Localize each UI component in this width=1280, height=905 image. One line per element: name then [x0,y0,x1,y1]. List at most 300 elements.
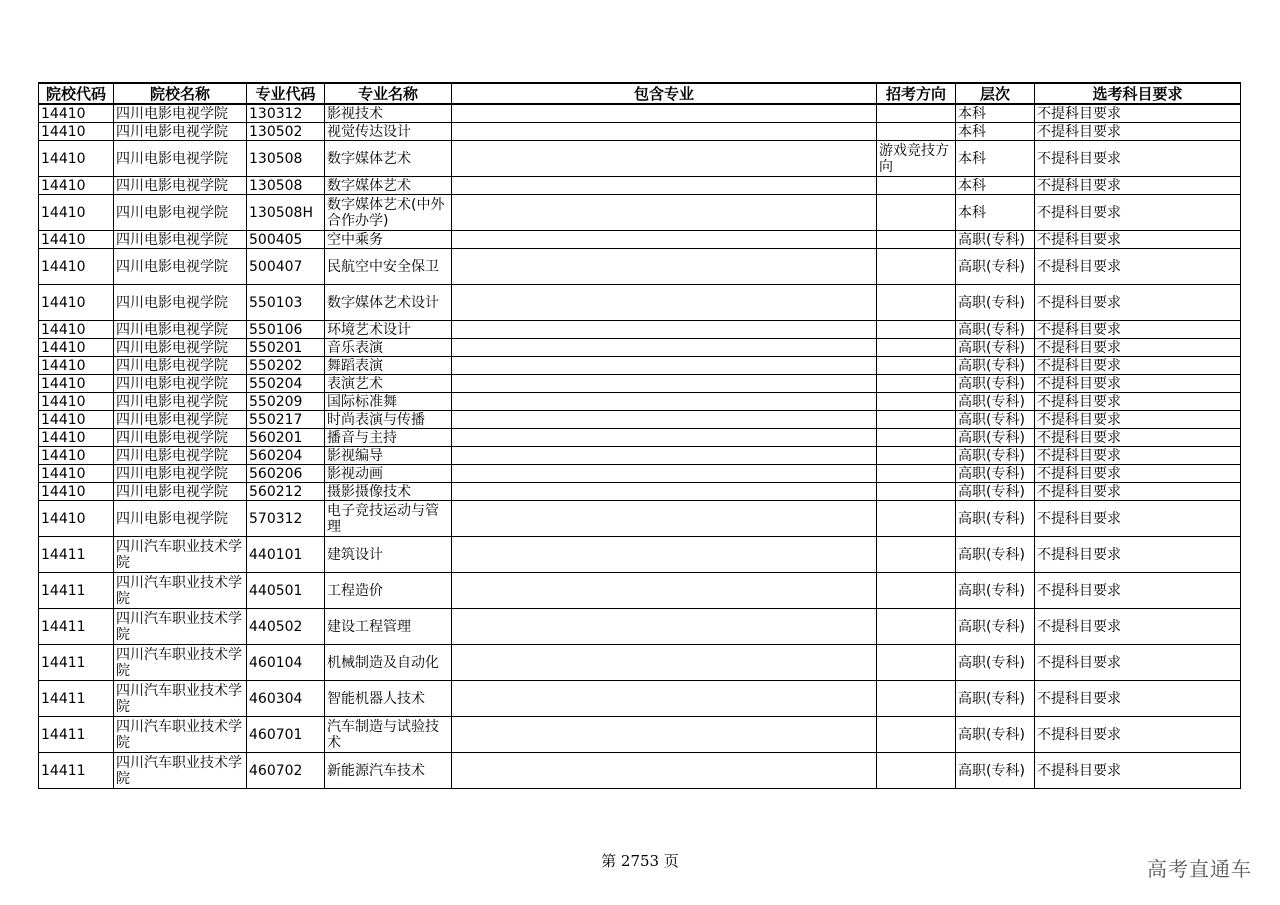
cell-text: 14410 [41,429,86,446]
cell-text: 550209 [249,393,303,410]
cell-subject-requirement [1035,141,1241,177]
cell-major-name [325,285,452,321]
table-row [39,339,1241,357]
cell-text: 数字媒体艺术设计 [327,294,439,311]
cell-level [956,393,1035,411]
cell-school-name [114,195,247,231]
cell-direction [877,321,956,339]
cell-school-code [39,249,114,285]
cell-subject-requirement [1035,753,1241,789]
cell-text: 四川汽车职业技术学院 [116,538,242,571]
cell-text: 四川电影电视学院 [116,231,228,248]
cell-included-majors [452,429,877,447]
header-level: 层次 [956,83,1035,104]
cell-text: 建设工程管理 [327,618,411,635]
header-school-name: 院校名称 [114,83,247,104]
cell-school-name [114,177,247,195]
cell-text: 14411 [41,690,86,707]
table-row [39,681,1241,717]
cell-text: 不提科目要求 [1037,483,1121,500]
cell-text: 机械制造及自动化 [327,654,439,671]
cell-included-majors [452,141,877,177]
cell-text: 本科 [958,204,986,221]
cell-major-name [325,537,452,573]
cell-school-code [39,375,114,393]
cell-major-name [325,717,452,753]
cell-text: 550217 [249,411,303,428]
cell-text: 560201 [249,429,303,446]
cell-text: 460701 [249,726,303,743]
cell-text: 高职(专科) [958,429,1025,446]
cell-text: 不提科目要求 [1037,321,1121,338]
cell-major-name [325,573,452,609]
cell-text: 460702 [249,762,303,779]
cell-school-name [114,285,247,321]
cell-direction [877,339,956,357]
table-header-row [39,83,1241,104]
cell-level [956,681,1035,717]
cell-school-code [39,177,114,195]
table-row [39,141,1241,177]
table-row [39,483,1241,501]
cell-subject-requirement [1035,681,1241,717]
cell-school-name [114,429,247,447]
cell-text: 时尚表演与传播 [327,411,425,428]
cell-text: 汽车制造与试验技术 [327,718,439,751]
cell-text: 不提科目要求 [1037,582,1121,599]
cell-text: 不提科目要求 [1037,447,1121,464]
cell-text: 不提科目要求 [1037,150,1121,167]
table-row [39,429,1241,447]
cell-direction [877,393,956,411]
cell-level [956,231,1035,249]
cell-text: 四川电影电视学院 [116,204,228,221]
cell-text: 不提科目要求 [1037,510,1121,527]
cell-text: 130502 [249,123,303,140]
cell-school-code [39,285,114,321]
cell-major-name [325,321,452,339]
cell-subject-requirement [1035,537,1241,573]
cell-text: 四川电影电视学院 [116,321,228,338]
cell-text: 14410 [41,411,86,428]
cell-school-code [39,537,114,573]
cell-text: 130508H [249,204,313,221]
table-row [39,447,1241,465]
cell-school-code [39,447,114,465]
cell-text: 不提科目要求 [1037,294,1121,311]
cell-text: 四川汽车职业技术学院 [116,646,242,679]
cell-included-majors [452,447,877,465]
cell-text: 高职(专科) [958,483,1025,500]
cell-text: 智能机器人技术 [327,690,425,707]
cell-text: 高职(专科) [958,654,1025,671]
cell-text: 四川电影电视学院 [116,393,228,410]
cell-text: 130508 [249,150,303,167]
cell-school-code [39,123,114,141]
table-row [39,123,1241,141]
cell-text: 500407 [249,258,303,275]
cell-major-name [325,681,452,717]
cell-subject-requirement [1035,411,1241,429]
cell-level [956,177,1035,195]
header-included-majors: 包含专业 [452,83,877,104]
cell-major-code [247,447,325,465]
cell-direction [877,609,956,645]
table-row [39,393,1241,411]
cell-text: 14411 [41,582,86,599]
cell-text: 民航空中安全保卫 [327,258,439,275]
cell-major-name [325,483,452,501]
cell-major-name [325,393,452,411]
cell-school-code [39,411,114,429]
cell-subject-requirement [1035,501,1241,537]
cell-major-name [325,249,452,285]
cell-major-code [247,123,325,141]
cell-text: 四川电影电视学院 [116,510,228,527]
cell-text: 550202 [249,357,303,374]
cell-text: 570312 [249,510,303,527]
cell-major-code [247,249,325,285]
cell-text: 四川电影电视学院 [116,465,228,482]
cell-subject-requirement [1035,123,1241,141]
cell-direction [877,411,956,429]
cell-text: 不提科目要求 [1037,465,1121,482]
cell-level [956,104,1035,123]
table-row [39,177,1241,195]
cell-level [956,195,1035,231]
cell-subject-requirement [1035,104,1241,123]
cell-direction [877,681,956,717]
cell-text: 四川电影电视学院 [116,258,228,275]
table-row [39,375,1241,393]
cell-school-code [39,195,114,231]
cell-text: 高职(专科) [958,618,1025,635]
cell-text: 影视编导 [327,447,383,464]
cell-text: 不提科目要求 [1037,231,1121,248]
cell-text: 空中乘务 [327,231,383,248]
cell-school-code [39,573,114,609]
cell-included-majors [452,753,877,789]
cell-text: 数字媒体艺术 [327,150,411,167]
cell-text: 数字媒体艺术 [327,177,411,194]
cell-text: 摄影摄像技术 [327,483,411,500]
cell-text: 440502 [249,618,303,635]
cell-text: 高职(专科) [958,546,1025,563]
cell-major-name [325,375,452,393]
cell-text: 14410 [41,204,86,221]
cell-text: 不提科目要求 [1037,429,1121,446]
cell-major-name [325,429,452,447]
cell-school-name [114,339,247,357]
cell-major-code [247,429,325,447]
cell-school-name [114,609,247,645]
cell-major-code [247,339,325,357]
header-direction: 招考方向 [877,83,956,104]
cell-level [956,645,1035,681]
cell-included-majors [452,645,877,681]
cell-subject-requirement [1035,321,1241,339]
cell-text: 550201 [249,339,303,356]
header-school-code: 院校代码 [39,83,114,104]
cell-text: 高职(专科) [958,465,1025,482]
cell-text: 四川电影电视学院 [116,411,228,428]
table-row [39,717,1241,753]
cell-school-name [114,104,247,123]
cell-school-code [39,681,114,717]
cell-included-majors [452,465,877,483]
cell-text: 14410 [41,483,86,500]
cell-text: 四川电影电视学院 [116,105,228,122]
cell-text: 14410 [41,375,86,392]
cell-text: 高职(专科) [958,231,1025,248]
cell-included-majors [452,609,877,645]
cell-text: 建筑设计 [327,546,383,563]
cell-text: 四川汽车职业技术学院 [116,754,242,787]
cell-subject-requirement [1035,339,1241,357]
cell-text: 国际标准舞 [327,393,397,410]
cell-school-name [114,753,247,789]
cell-major-name [325,609,452,645]
cell-major-name [325,753,452,789]
cell-major-name [325,177,452,195]
cell-text: 高职(专科) [958,510,1025,527]
cell-subject-requirement [1035,249,1241,285]
cell-text: 高职(专科) [958,726,1025,743]
cell-subject-requirement [1035,429,1241,447]
cell-text: 460304 [249,690,303,707]
cell-text: 影视技术 [327,105,383,122]
cell-included-majors [452,537,877,573]
cell-text: 14410 [41,465,86,482]
cell-text: 高职(专科) [958,294,1025,311]
cell-text: 不提科目要求 [1037,411,1121,428]
cell-major-name [325,447,452,465]
cell-text: 14410 [41,231,86,248]
cell-school-name [114,447,247,465]
table-body [39,104,1241,789]
table-row [39,231,1241,249]
cell-included-majors [452,573,877,609]
cell-level [956,537,1035,573]
table-row [39,357,1241,375]
cell-direction [877,483,956,501]
cell-text: 14411 [41,618,86,635]
cell-school-name [114,123,247,141]
cell-text: 电子竞技运动与管理 [327,502,439,535]
cell-text: 不提科目要求 [1037,339,1121,356]
cell-included-majors [452,249,877,285]
cell-direction [877,195,956,231]
cell-text: 高职(专科) [958,582,1025,599]
cell-text: 14410 [41,177,86,194]
table-row [39,465,1241,483]
cell-text: 四川电影电视学院 [116,375,228,392]
cell-direction [877,141,956,177]
cell-school-name [114,465,247,483]
cell-text: 不提科目要求 [1037,546,1121,563]
cell-level [956,429,1035,447]
cell-school-name [114,483,247,501]
cell-major-name [325,465,452,483]
cell-major-code [247,537,325,573]
cell-text: 不提科目要求 [1037,690,1121,707]
cell-school-name [114,573,247,609]
cell-direction [877,231,956,249]
cell-text: 14410 [41,339,86,356]
cell-level [956,357,1035,375]
cell-text: 130312 [249,105,303,122]
cell-text: 550103 [249,294,303,311]
cell-text: 440501 [249,582,303,599]
cell-major-code [247,375,325,393]
cell-direction [877,357,956,375]
cell-text: 四川汽车职业技术学院 [116,718,242,751]
table-row [39,501,1241,537]
cell-text: 不提科目要求 [1037,177,1121,194]
cell-text: 数字媒体艺术(中外合作办学) [327,196,445,229]
table-row [39,104,1241,123]
cell-text: 460104 [249,654,303,671]
cell-direction [877,177,956,195]
cell-text: 高职(专科) [958,393,1025,410]
cell-text: 新能源汽车技术 [327,762,425,779]
cell-text: 560212 [249,483,303,500]
cell-school-code [39,429,114,447]
cell-school-code [39,104,114,123]
cell-major-code [247,285,325,321]
header-major-name: 专业名称 [325,83,452,104]
major-table [38,82,1241,789]
table-row [39,645,1241,681]
cell-included-majors [452,123,877,141]
cell-text: 14411 [41,654,86,671]
cell-major-code [247,411,325,429]
cell-level [956,573,1035,609]
cell-text: 四川电影电视学院 [116,447,228,464]
cell-included-majors [452,195,877,231]
cell-text: 不提科目要求 [1037,762,1121,779]
cell-included-majors [452,411,877,429]
cell-major-code [247,231,325,249]
cell-text: 14410 [41,357,86,374]
cell-text: 14411 [41,726,86,743]
cell-text: 14410 [41,393,86,410]
cell-direction [877,573,956,609]
cell-text: 不提科目要求 [1037,258,1121,275]
table-row [39,753,1241,789]
cell-text: 不提科目要求 [1037,393,1121,410]
cell-major-name [325,104,452,123]
cell-level [956,375,1035,393]
cell-subject-requirement [1035,609,1241,645]
cell-direction [877,753,956,789]
cell-text: 14410 [41,510,86,527]
cell-subject-requirement [1035,285,1241,321]
cell-direction [877,501,956,537]
cell-school-name [114,537,247,573]
cell-text: 本科 [958,177,986,194]
cell-major-name [325,231,452,249]
cell-school-code [39,645,114,681]
cell-major-code [247,141,325,177]
cell-text: 高职(专科) [958,690,1025,707]
header-subject-requirement: 选考科目要求 [1035,83,1241,104]
cell-school-name [114,645,247,681]
cell-text: 130508 [249,177,303,194]
cell-included-majors [452,375,877,393]
cell-included-majors [452,393,877,411]
cell-major-code [247,609,325,645]
cell-major-code [247,104,325,123]
cell-text: 四川汽车职业技术学院 [116,610,242,643]
watermark: 高考直通车 [1147,857,1252,881]
cell-major-code [247,465,325,483]
cell-text: 不提科目要求 [1037,123,1121,140]
cell-text: 高职(专科) [958,447,1025,464]
cell-major-code [247,717,325,753]
cell-text: 不提科目要求 [1037,618,1121,635]
cell-direction [877,465,956,483]
cell-text: 四川电影电视学院 [116,294,228,311]
cell-text: 游戏竞技方向 [879,142,949,175]
cell-text: 560204 [249,447,303,464]
cell-included-majors [452,177,877,195]
cell-school-code [39,321,114,339]
cell-major-name [325,339,452,357]
header-major-code: 专业代码 [247,83,325,104]
cell-text: 560206 [249,465,303,482]
cell-major-name [325,501,452,537]
cell-text: 不提科目要求 [1037,204,1121,221]
table-row [39,321,1241,339]
cell-major-name [325,141,452,177]
cell-level [956,321,1035,339]
cell-text: 550106 [249,321,303,338]
cell-text: 四川电影电视学院 [116,150,228,167]
cell-subject-requirement [1035,717,1241,753]
cell-major-code [247,645,325,681]
cell-level [956,141,1035,177]
cell-school-code [39,141,114,177]
cell-text: 14410 [41,294,86,311]
cell-text: 高职(专科) [958,357,1025,374]
cell-text: 本科 [958,123,986,140]
cell-direction [877,429,956,447]
cell-major-code [247,393,325,411]
cell-direction [877,249,956,285]
cell-school-code [39,501,114,537]
cell-included-majors [452,104,877,123]
table-row [39,537,1241,573]
cell-level [956,609,1035,645]
cell-text: 四川电影电视学院 [116,357,228,374]
cell-major-name [325,123,452,141]
cell-text: 550204 [249,375,303,392]
cell-direction [877,717,956,753]
cell-level [956,483,1035,501]
cell-subject-requirement [1035,177,1241,195]
cell-school-name [114,501,247,537]
table-row [39,411,1241,429]
cell-school-name [114,717,247,753]
cell-subject-requirement [1035,195,1241,231]
cell-major-code [247,501,325,537]
cell-included-majors [452,357,877,375]
cell-level [956,123,1035,141]
cell-text: 14410 [41,447,86,464]
table-row [39,573,1241,609]
cell-direction [877,537,956,573]
